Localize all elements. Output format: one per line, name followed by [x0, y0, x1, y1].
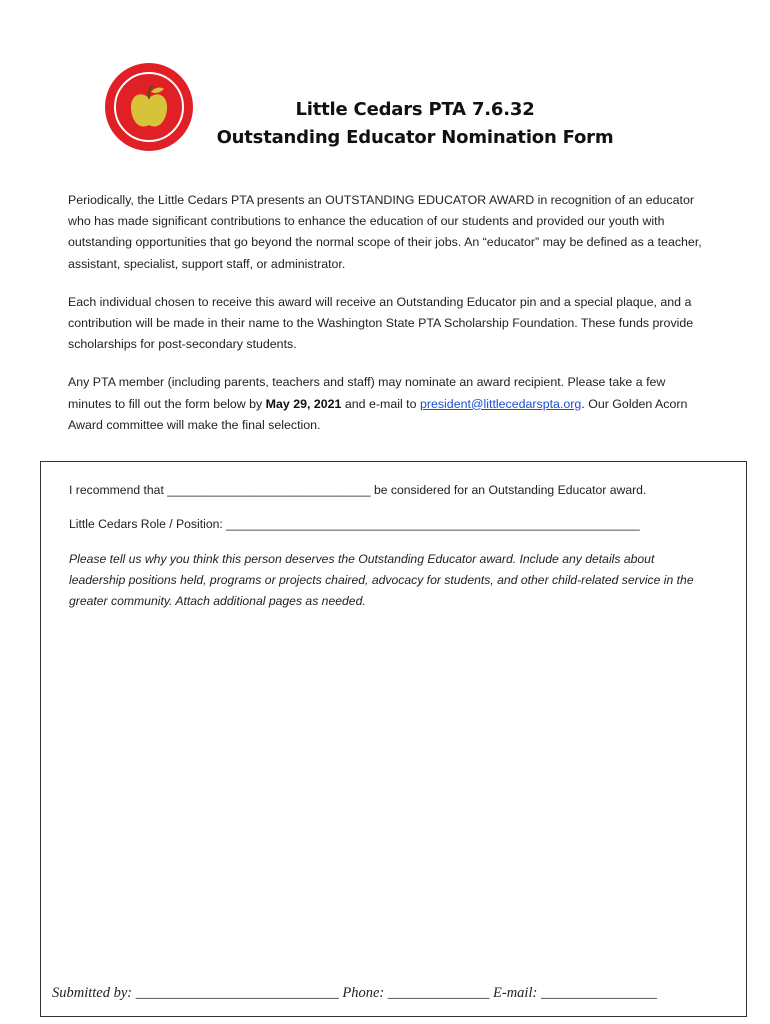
nomination-form-box [40, 461, 747, 1017]
nomination-prompt: Please tell us why you think this person deserves the Outstanding Educator award. Include any details about leadership positions held, programs or projects chaired, advocacy for students, and other child-related service in the greater community. Attach additional pages as needed. [69, 552, 694, 609]
role-position-field[interactable]: _____________________________________________________________ [226, 517, 640, 531]
intro-paragraph-3 [68, 372, 708, 436]
page-title [190, 96, 640, 152]
recommend-suffix: be considered for an Outstanding Educator award. [373, 483, 647, 497]
president-email-link[interactable]: president@littlecedarspta.org [419, 396, 582, 411]
intro-p3-middle: and e-mail to [341, 396, 420, 411]
deadline-date: May 29, 2021 [265, 396, 342, 411]
submitter-line [52, 985, 742, 1002]
submitted-by-label: Submitted by: [52, 985, 133, 1001]
apple-logo-icon [104, 62, 194, 152]
intro-text [68, 190, 708, 453]
role-label: Little Cedars Role / Position: [69, 517, 223, 531]
email-label: E-mail: [493, 985, 538, 1001]
role-line [69, 517, 640, 531]
intro-p3-before: Any PTA member (including parents, teachers and staff) may nominate an award recipient. Please take a few minutes to fill out the form below by [68, 375, 666, 411]
intro-paragraph-1: Periodically, the Little Cedars PTA presents an OUTSTANDING EDUCATOR AWARD in recognition of an educator who has made significant contributions to enhance the education of our students and provided our youth with outstanding opportunities that go beyond the normal scope of their jobs. An “educator” may be defined as a teacher, assistant, specialist, support staff, or administrator. [68, 193, 702, 271]
intro-paragraph-2: Each individual chosen to receive this award will receive an Outstanding Educator pin and a special plaque, and a contribution will be made in their name to the Washington State PTA Scholarship Foundation. These funds provide scholarships for post-secondary students. [68, 294, 694, 352]
recommend-line [69, 483, 646, 497]
intro-p3-after: . Our Golden Acorn Award committee will make the final selection. [68, 396, 688, 432]
recommend-prefix: I recommend that [69, 483, 164, 497]
phone-field[interactable]: ______________ [387, 985, 490, 1001]
phone-label: Phone: [342, 985, 385, 1001]
title-line-2: Outstanding Educator Nomination Form [216, 127, 614, 148]
nominee-name-field[interactable]: ______________________________ [167, 483, 371, 497]
title-line-1: Little Cedars PTA 7.6.32 [295, 99, 535, 120]
email-field[interactable]: ________________ [540, 985, 657, 1001]
submitted-by-field[interactable]: ____________________________ [135, 985, 339, 1001]
